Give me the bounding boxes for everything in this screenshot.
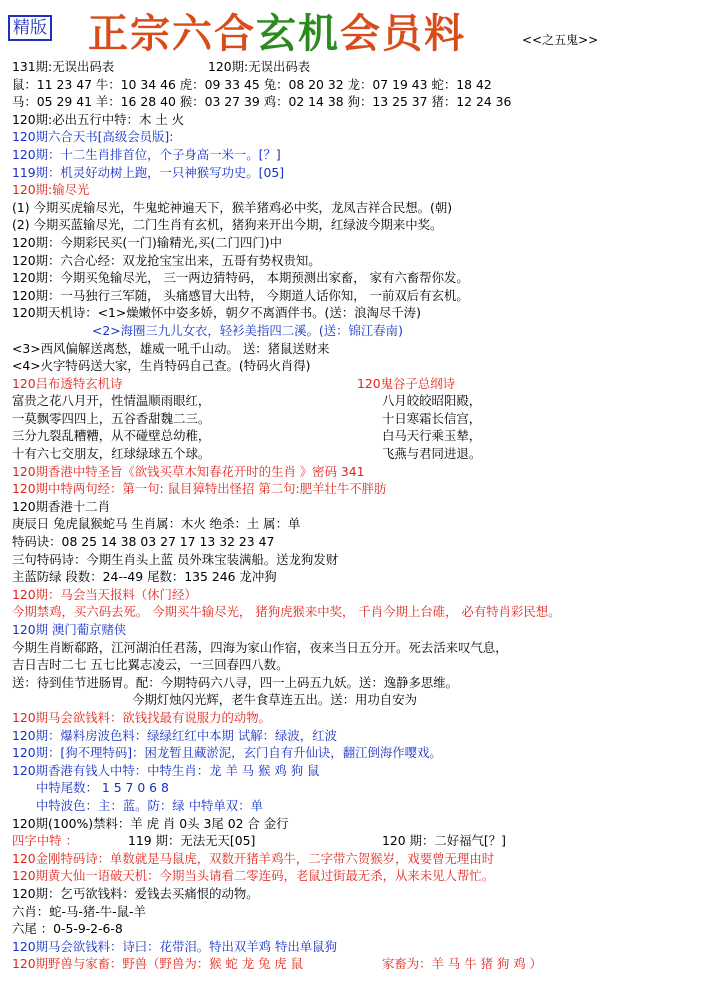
poem-row-4: [12, 445, 698, 463]
macau-gambler-line-4: 今期灯烛闪光辉，老牛食草连五出。送：用功自安为: [132, 692, 417, 708]
door-line: 120期：今期彩民买(一门)输精光,买(二门四门)中: [12, 234, 282, 250]
code-table-heading: [12, 58, 698, 76]
jockey-money-line: 120期马会欲钱料：欲钱找最有说服力的动物。: [12, 709, 272, 725]
hk-twelve-zodiac-heading: 120期香港十二肖: [12, 498, 110, 514]
guiguzi-poem-line-2: 十日寒霜长信宫，: [382, 410, 482, 426]
heart-sutra-line: 120期：六合心经：双龙抢宝宝出来，五哥有势权贵知。: [12, 252, 321, 268]
zodiac-numbers-row-1: 鼠：11 23 47 牛：10 34 46 虎：09 33 45 兔：08 20 32 龙：07 19 43 蛇：18 42: [12, 76, 492, 92]
color-segment-line: 主蓝防绿 段数：24--49 尾数：135 246 龙冲狗: [12, 569, 277, 585]
heaven-book-heading: 120期六合天书[高级会员版]:: [12, 129, 174, 145]
lose-all-verse-1: (1) 今期买虎输尽光，牛鬼蛇神遍天下，猴羊猪鸡必中奖，龙凤吉祥合民想。(朝): [12, 199, 453, 215]
king-kong-line: 120金刚特码诗：单数就是马鼠虎，双数开猪羊鸡牛，二字带六贺猴岁，戏要曾无理由时: [12, 850, 495, 866]
title-part-1: 正宗六合: [88, 11, 256, 57]
four-char-row: [12, 832, 698, 850]
page-title: [88, 2, 466, 59]
gengchen-line: 庚辰日 兔虎鼠猴蛇马 生肖属：木火 绝杀：土 属：单: [12, 516, 301, 532]
six-tail-line: 六尾 ：0-5-9-2-6-8: [12, 921, 123, 937]
document-body: [12, 58, 698, 973]
dog-code-line: 120期：[狗不理特码]：困龙暂且藏淤泥，玄门自有升仙诀，翻江倒海作嘤戏。: [12, 745, 442, 761]
poem-row-3: [12, 427, 698, 445]
secret-poem-4: <4>火字特码送大家，生肖特码自己查。(特码火肖得): [12, 358, 311, 374]
six-zodiac-line: 六肖：蛇-马-猪-牛-鼠-羊: [12, 903, 146, 919]
macau-gambler-heading: 120期 澳门葡京赌侠: [12, 622, 127, 637]
forbidden-line: 120期(100%)禁料：羊 虎 肖 0头 3尾 02 合 金行: [12, 815, 289, 831]
secret-poem-2: <2>海圈三九儿女衣，轻衫美指四二溪。(送：锦江春南): [92, 322, 403, 338]
three-line-poem: 三句特码诗：今期生肖头上蓝 员外珠宝装满船。送龙狗发财: [12, 551, 339, 567]
beggar-line: 120期：乞丐欲钱料：爱钱去买痛恨的动物。: [12, 885, 259, 901]
guiguzi-poem-title: 120鬼谷子总纲诗: [357, 375, 455, 391]
lubu-poem-title: 120吕布透特玄机诗: [12, 375, 123, 391]
jockey-poem-line: 120期马会欲钱料：诗曰：花带泪。特出双羊鸡 特出单鼠狗: [12, 938, 337, 954]
secret-poem-3: <3>西风偏解送离愁，雄威一吼千山动。 送：猪鼠送财来: [12, 340, 330, 356]
four-char-120: 120 期：二好福气[？]: [382, 833, 506, 849]
rich-man-color-line: 中特波色：主：蓝。防：绿 中特单双：单: [36, 797, 263, 813]
imperial-decree-line: 120期香港中特圣旨《欲钱买草木知春花开时的生肖 》密码 341: [12, 463, 365, 479]
four-char-119: 119 期：无法无天[05]: [128, 833, 256, 849]
code-table-title-131: 131期:无误出码表: [12, 59, 115, 74]
lubu-poem-line-2: 一莫飘零四四上，五谷香甜魏二三。: [12, 410, 211, 426]
jockey-report-body: 今期禁鸡，买六码去死。 今期买牛输尽光， 猪狗虎猴来中奖， 千肖今期上台碓， 必有特肖彩民想。: [12, 604, 561, 620]
title-part-2: 玄机: [256, 11, 340, 57]
rich-man-tail-line: 中特尾数： 1 5 7 0 6 8: [36, 780, 169, 796]
title-part-3: 会员料: [340, 11, 466, 57]
secret-poem-1: 120期天机诗：<1>燥嫩怀中姿多娇，朝夕不离酒伴书。(送：浪淘尽千涛): [12, 305, 421, 321]
macau-gambler-line-3: 送：待到佳节进肠胃。配：今期特码六八寻，四一上码五九妖。送：逸静多思维。: [12, 674, 459, 690]
code-formula-line: 特码诀：08 25 14 38 03 27 17 13 32 23 47: [12, 534, 275, 550]
page-subtitle: <<之五鬼>>: [522, 33, 599, 47]
poem-row-2: [12, 410, 698, 428]
macau-gambler-line-2: 吉日吉时二七 五七比翼志凌云，一三回春四八数。: [12, 657, 289, 673]
burst-color-line: 120期：爆料房波色料：绿绿红红中本期 试解：绿波，红波: [12, 727, 337, 743]
wild-beast-list: 120期野兽与家畜：野兽（野兽为：猴 蛇 龙 兔 虎 鼠: [12, 956, 304, 972]
rabbit-verse-line: 120期：今期买兔输尽光， 三一两边猜特码， 本期预测出家畜， 家有六畜帮你发。: [12, 270, 469, 286]
jockey-report-heading: 120期：马会当天报料（休门经）: [12, 586, 197, 602]
lose-all-verse-2: (2) 今期买蓝输尽光，二门生肖有玄机，猪狗来开出今期，红绿波今期来中奖。: [12, 217, 443, 233]
horse-verse-line: 120期：一马独行三军随， 头痛感冒大出特， 今期道人话你知， 一前双后有玄机。: [12, 287, 469, 303]
riddle-119: 119期：机灵好动树上跑，一只神猴写功史。[05]: [12, 164, 285, 180]
livestock-list: 家畜为：羊 马 牛 猪 狗 鸡 ）: [382, 956, 542, 972]
riddle-120: 120期：十二生肖排首位，个子身高一米一。[？]: [12, 146, 281, 162]
code-table-title-120: 120期:无误出码表: [208, 59, 311, 74]
edition-badge: 精版: [8, 15, 52, 41]
beast-livestock-row: [12, 955, 698, 973]
poem-headings: [12, 375, 698, 393]
macau-gambler-line-1: 今期生肖断郗路，江河湖泊任君荡，四海为家山作宿，夜来当日五分开。死去活来叹气息，: [12, 639, 508, 655]
lubu-poem-line-1: 富贵之花八月开，性情温顺雨眼红，: [12, 393, 211, 409]
poem-row-1: [12, 392, 698, 410]
guiguzi-poem-line-4: 飞燕与君同进退。: [382, 446, 482, 462]
guiguzi-poem-line-3: 白马天行乘玉辇，: [382, 428, 482, 444]
zodiac-numbers-row-2: 马：05 29 41 羊：16 28 40 猴：03 27 39 鸡：02 14 38 狗：13 25 37 猪：12 24 36: [12, 94, 512, 110]
guiguzi-poem-line-1: 八月皎皎昭阳殿，: [382, 393, 482, 409]
lubu-poem-line-4: 十有六七交朋友，红球绿球五个球。: [12, 446, 211, 462]
page-header: [0, 0, 702, 58]
five-elements-line: 120期:必出五行中特：木 土 火: [12, 111, 184, 127]
two-sentence-line: 120期中特两句经：第一句: 鼠目獐特出怪招 第二句:肥羊壮牛不胖肪: [12, 481, 387, 497]
lubu-poem-line-3: 三分九裂乱糟糟，从不碰壁总幼稚，: [12, 428, 211, 444]
lose-all-heading: 120期:输尽光: [12, 182, 90, 198]
four-char-heading: 四字中特 ：: [12, 833, 78, 849]
rich-man-zodiac-line: 120期香港有钱人中特：中特生肖：龙 羊 马 猴 鸡 狗 鼠: [12, 762, 320, 778]
wong-tai-sin-line: 120期黄大仙一语破天机：今期当头请看二零连码，老鼠过街最无杀，从来未见人帮忙。: [12, 868, 495, 884]
